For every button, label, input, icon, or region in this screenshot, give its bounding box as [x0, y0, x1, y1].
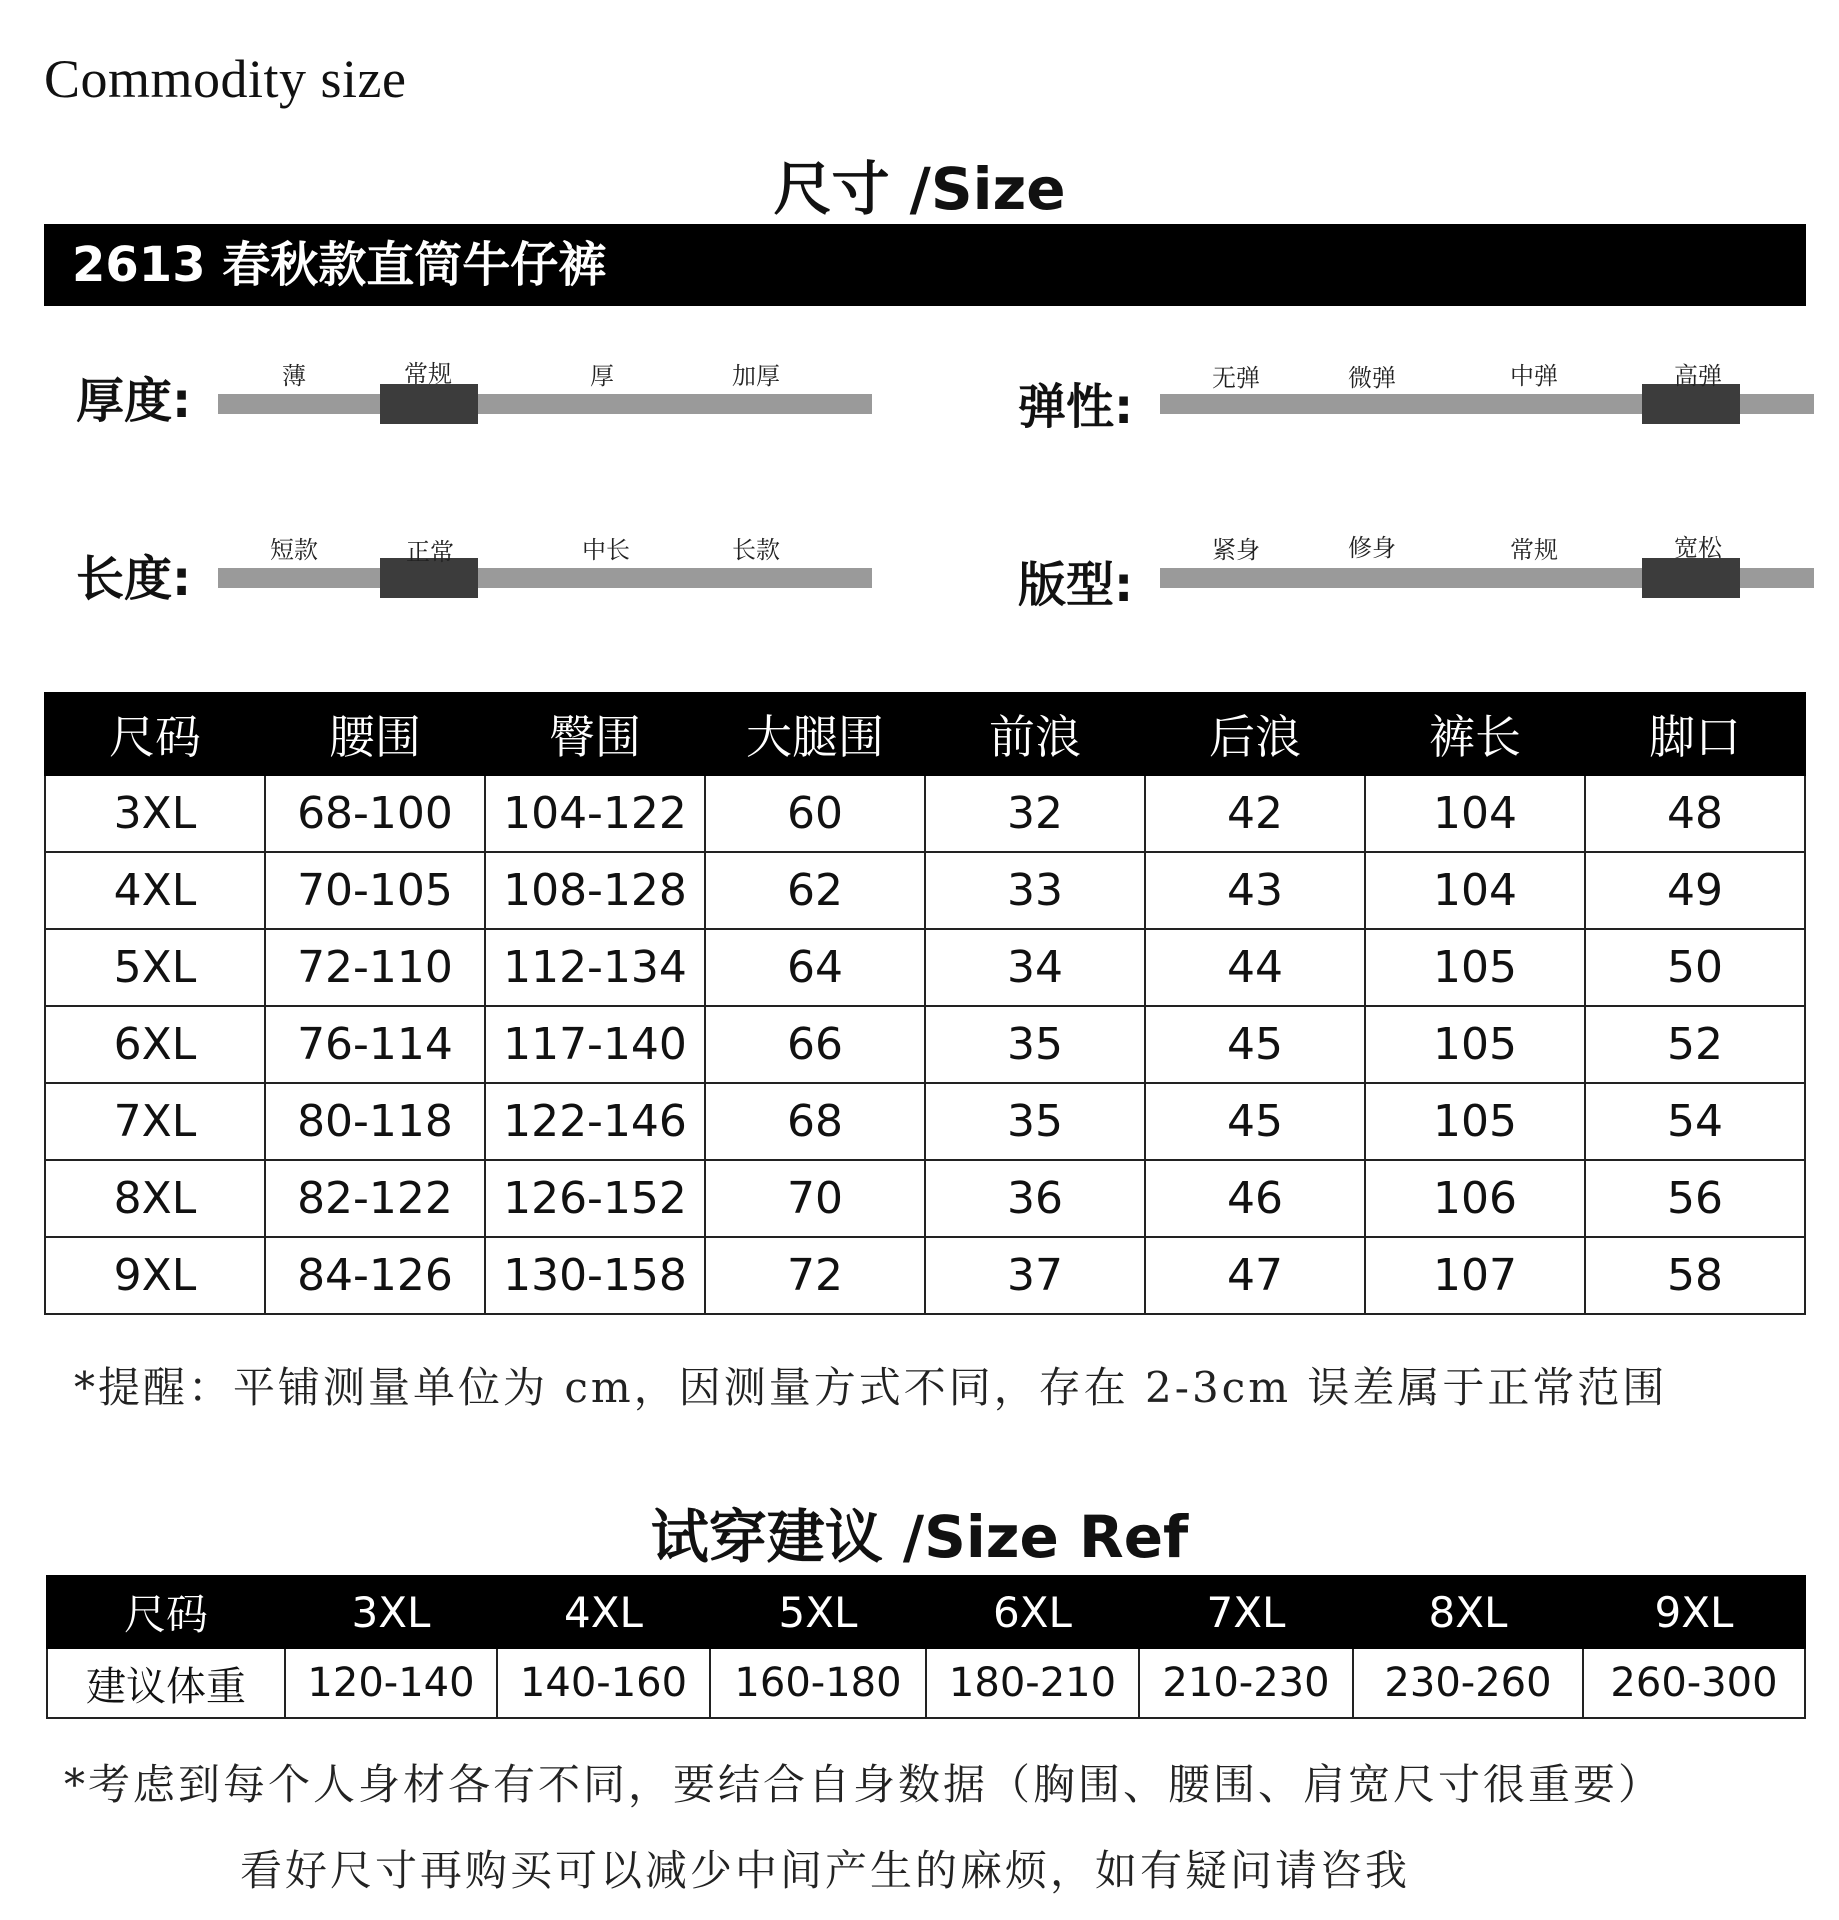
table-cell: 82-122: [265, 1160, 485, 1237]
table-cell: 54: [1585, 1083, 1805, 1160]
table-row: [47, 1648, 1805, 1718]
column-header: 9XL: [1583, 1576, 1805, 1648]
scale-option: 厚: [590, 362, 614, 390]
column-header: 腰围: [265, 693, 485, 775]
length-scale: [76, 524, 976, 644]
scale-option: 薄: [282, 362, 306, 390]
table-cell: 建议体重: [47, 1648, 285, 1718]
elasticity-scale: [1018, 350, 1839, 470]
scale-option: 长款: [732, 536, 780, 564]
product-name-banner: 2613 春秋款直筒牛仔裤: [44, 224, 1806, 306]
table-cell: 6XL: [45, 1006, 265, 1083]
table-cell: 72: [705, 1237, 925, 1314]
column-header: 大腿围: [705, 693, 925, 775]
column-header: 前浪: [925, 693, 1145, 775]
table-cell: 70: [705, 1160, 925, 1237]
table-cell: 7XL: [45, 1083, 265, 1160]
scale-label: 弹性:: [1018, 379, 1134, 435]
size-ref-title: 试穿建议 /Size Ref: [650, 1503, 1189, 1571]
table-row: [45, 1237, 1805, 1314]
table-cell: 122-146: [485, 1083, 705, 1160]
size-section-title: 尺寸 /Size: [773, 155, 1066, 223]
column-header: 3XL: [285, 1576, 497, 1648]
scale-option: 常规: [404, 360, 452, 388]
table-cell: 120-140: [285, 1648, 497, 1718]
table-cell: 56: [1585, 1160, 1805, 1237]
table-cell: 4XL: [45, 852, 265, 929]
table-cell: 3XL: [45, 775, 265, 852]
table-cell: 112-134: [485, 929, 705, 1006]
table-cell: 107: [1365, 1237, 1585, 1314]
scale-option: 宽松: [1674, 534, 1722, 562]
table-cell: 5XL: [45, 929, 265, 1006]
table-row: [45, 852, 1805, 929]
table-cell: 60: [705, 775, 925, 852]
size-table: [44, 692, 1806, 1315]
column-header: 6XL: [926, 1576, 1139, 1648]
scale-option: 中弹: [1510, 362, 1558, 390]
table-cell: 52: [1585, 1006, 1805, 1083]
table-cell: 80-118: [265, 1083, 485, 1160]
table-cell: 76-114: [265, 1006, 485, 1083]
scale-label: 厚度:: [76, 373, 192, 429]
scale-bar: [218, 394, 872, 414]
scale-label: 版型:: [1018, 557, 1134, 613]
column-header: 尺码: [45, 693, 265, 775]
column-header: 脚口: [1585, 693, 1805, 775]
column-header: 8XL: [1353, 1576, 1583, 1648]
scale-option: 加厚: [732, 362, 780, 390]
advice-note-line2: 看好尺寸再购买可以减少中间产生的麻烦，如有疑问请咨我: [240, 1846, 1411, 1895]
table-cell: 33: [925, 852, 1145, 929]
fit-scale: [1018, 524, 1839, 644]
table-cell: 104: [1365, 852, 1585, 929]
column-header: 5XL: [710, 1576, 926, 1648]
table-cell: 50: [1585, 929, 1805, 1006]
table-cell: 105: [1365, 1006, 1585, 1083]
scale-option: 高弹: [1674, 362, 1722, 390]
table-cell: 84-126: [265, 1237, 485, 1314]
scale-option: 中长: [582, 536, 630, 564]
table-cell: 70-105: [265, 852, 485, 929]
column-header: 7XL: [1139, 1576, 1353, 1648]
table-row: [45, 1083, 1805, 1160]
table-row: [45, 775, 1805, 852]
table-cell: 62: [705, 852, 925, 929]
table-cell: 105: [1365, 1083, 1585, 1160]
table-cell: 106: [1365, 1160, 1585, 1237]
table-cell: 37: [925, 1237, 1145, 1314]
table-cell: 140-160: [497, 1648, 710, 1718]
scale-option: 正常: [406, 538, 454, 566]
table-cell: 210-230: [1139, 1648, 1353, 1718]
table-cell: 34: [925, 929, 1145, 1006]
table-cell: 35: [925, 1006, 1145, 1083]
page-header: Commodity size: [44, 49, 407, 109]
table-cell: 44: [1145, 929, 1365, 1006]
column-header: 4XL: [497, 1576, 710, 1648]
table-cell: 46: [1145, 1160, 1365, 1237]
table-header-row: [47, 1576, 1805, 1648]
scale-label: 长度:: [76, 551, 192, 607]
table-row: [45, 1160, 1805, 1237]
table-cell: 8XL: [45, 1160, 265, 1237]
table-cell: 104-122: [485, 775, 705, 852]
table-cell: 117-140: [485, 1006, 705, 1083]
table-row: [45, 1006, 1805, 1083]
scale-option: 常规: [1510, 536, 1558, 564]
table-cell: 130-158: [485, 1237, 705, 1314]
table-cell: 36: [925, 1160, 1145, 1237]
table-cell: 68-100: [265, 775, 485, 852]
table-cell: 66: [705, 1006, 925, 1083]
table-cell: 9XL: [45, 1237, 265, 1314]
scale-option: 无弹: [1212, 364, 1260, 392]
scale-option: 紧身: [1212, 536, 1260, 564]
table-cell: 35: [925, 1083, 1145, 1160]
table-cell: 48: [1585, 775, 1805, 852]
table-cell: 42: [1145, 775, 1365, 852]
table-cell: 72-110: [265, 929, 485, 1006]
scale-selected-marker: [1642, 558, 1740, 598]
scale-option: 微弹: [1348, 364, 1396, 392]
scale-selected-marker: [380, 384, 478, 424]
scale-option: 短款: [270, 536, 318, 564]
advice-note-line1: *考虑到每个人身材各有不同，要结合自身数据（胸围、腰围、肩宽尺寸很重要）: [64, 1760, 1664, 1809]
column-header: 裤长: [1365, 693, 1585, 775]
table-cell: 104: [1365, 775, 1585, 852]
table-cell: 32: [925, 775, 1145, 852]
size-ref-table: [46, 1575, 1806, 1719]
scale-option: 修身: [1348, 534, 1396, 562]
table-cell: 160-180: [710, 1648, 926, 1718]
table-cell: 260-300: [1583, 1648, 1805, 1718]
table-cell: 230-260: [1353, 1648, 1583, 1718]
table-cell: 45: [1145, 1006, 1365, 1083]
table-cell: 68: [705, 1083, 925, 1160]
table-header-row: [45, 693, 1805, 775]
table-cell: 45: [1145, 1083, 1365, 1160]
table-cell: 108-128: [485, 852, 705, 929]
thickness-scale: [76, 350, 976, 470]
table-cell: 58: [1585, 1237, 1805, 1314]
measurement-note: *提醒：平铺测量单位为 cm，因测量方式不同，存在 2-3cm 误差属于正常范围: [74, 1363, 1668, 1412]
scale-bar: [218, 568, 872, 588]
table-cell: 180-210: [926, 1648, 1139, 1718]
table-cell: 43: [1145, 852, 1365, 929]
table-cell: 47: [1145, 1237, 1365, 1314]
column-header: 臀围: [485, 693, 705, 775]
column-header: 后浪: [1145, 693, 1365, 775]
column-header: 尺码: [47, 1576, 285, 1648]
table-cell: 126-152: [485, 1160, 705, 1237]
table-cell: 49: [1585, 852, 1805, 929]
table-cell: 64: [705, 929, 925, 1006]
table-row: [45, 929, 1805, 1006]
table-cell: 105: [1365, 929, 1585, 1006]
